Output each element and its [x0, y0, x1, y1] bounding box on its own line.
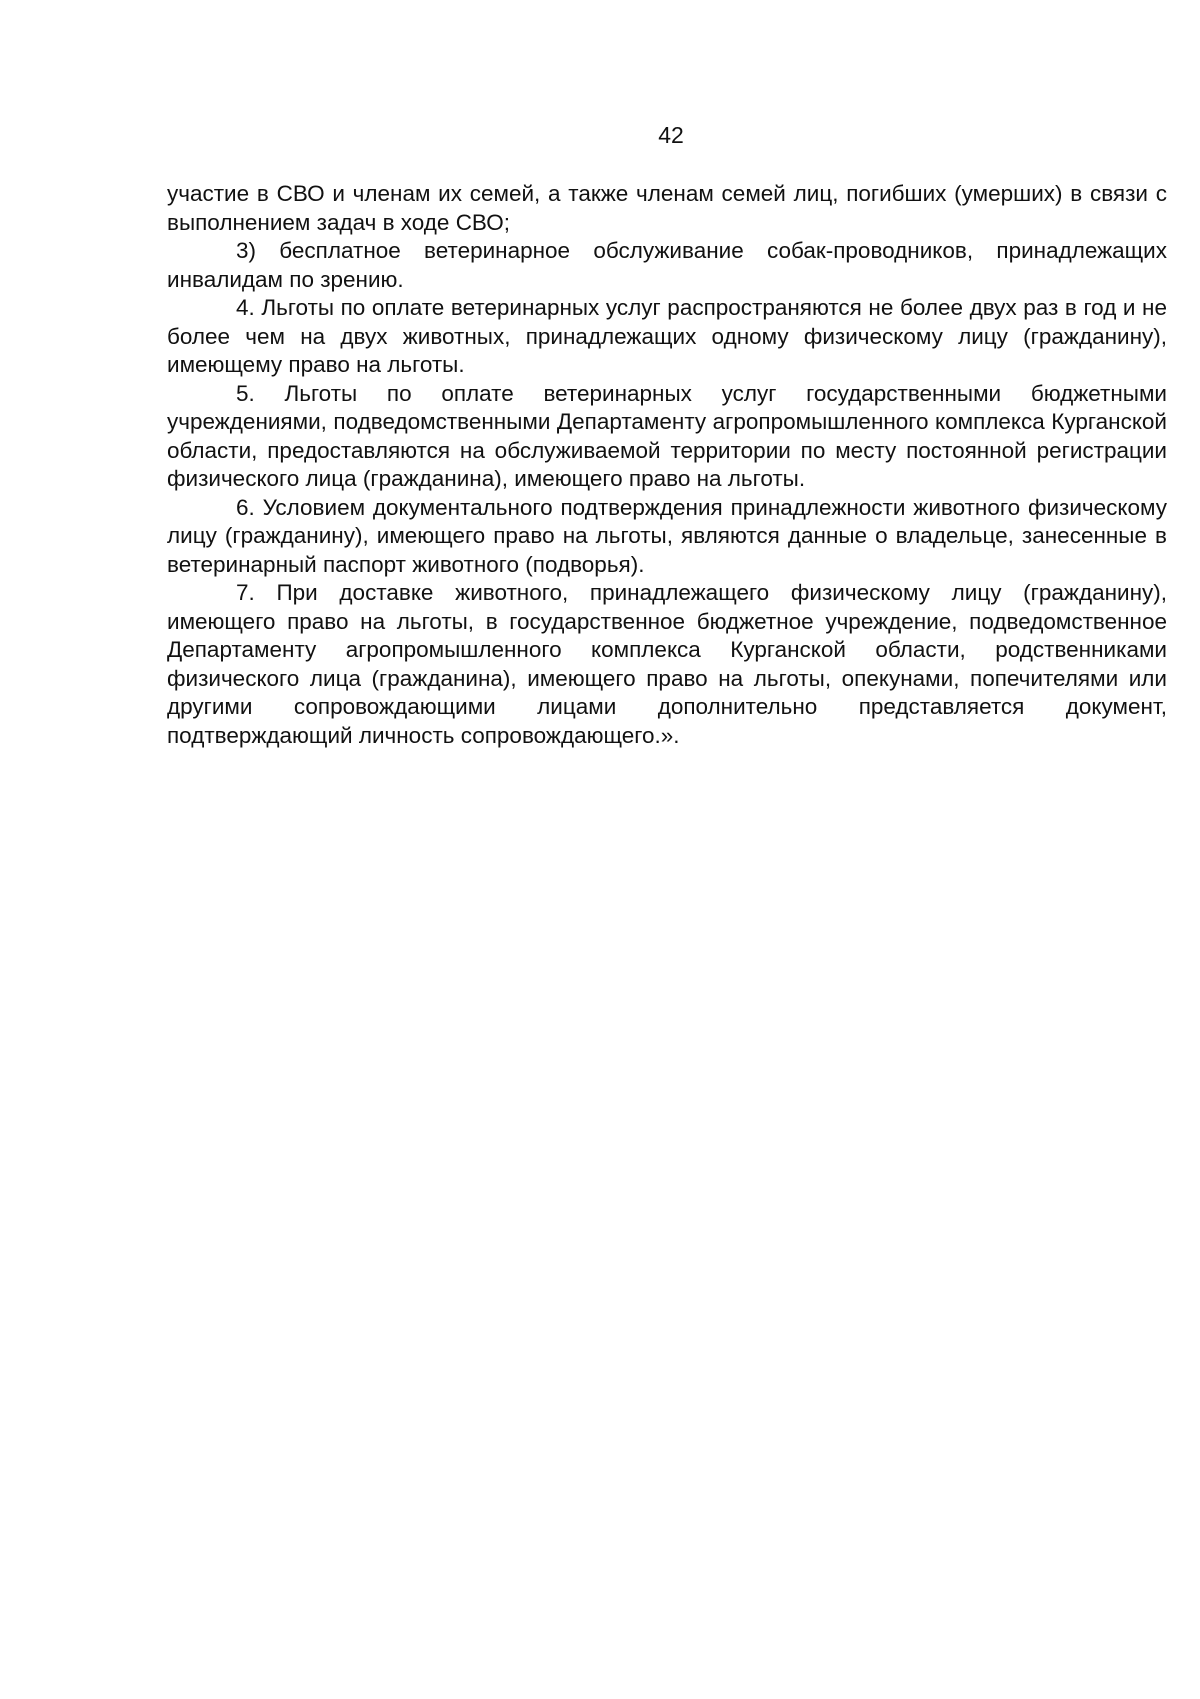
paragraph-clause-7: 7. При доставке животного, принадлежащего физическому лицу (гражданину), имеющего право на льготы, в государственное бюджетное учреждение, подведомственное Департаменту агропромышленного комплекса Курганской области, родственниками физического лица (гражданина), имеющего право на льготы, опекунами, попечителями или другими сопровождающими лицами дополнительно представляется документ, подтверждающий личность сопровождающего.».	[167, 580, 1167, 748]
paragraph-clause-5: 5. Льготы по оплате ветеринарных услуг государственными бюджетными учреждениями, подведомственными Департаменту агропромышленного комплекса Курганской области, предоставляются на обслуживаемой территории по месту постоянной регистрации физического лица (гражданина), имеющего право на льготы.	[167, 380, 1167, 491]
paragraph-continuation: участие в СВО и членам их семей, а также членам семей лиц, погибших (умерших) в связи с выполнением задач в ходе СВО;	[167, 181, 1167, 235]
paragraph-clause-4: 4. Льготы по оплате ветеринарных услуг распространяются не более двух раз в год и не более чем на двух животных, принадлежащих одному физическому лицу (гражданину), имеющему право на льготы.	[167, 295, 1167, 377]
paragraph-item-3: 3) бесплатное ветеринарное обслуживание собак-проводников, принадлежащих инвалидам по зрению.	[167, 238, 1167, 292]
paragraph-clause-6: 6. Условием документального подтверждения принадлежности животного физическому лицу (гражданину), имеющего право на льготы, являются данные о владельце, занесенные в ветеринарный паспорт животного (подворья).	[167, 494, 1167, 577]
document-body	[167, 180, 1167, 750]
page-number: 42	[658, 122, 684, 148]
